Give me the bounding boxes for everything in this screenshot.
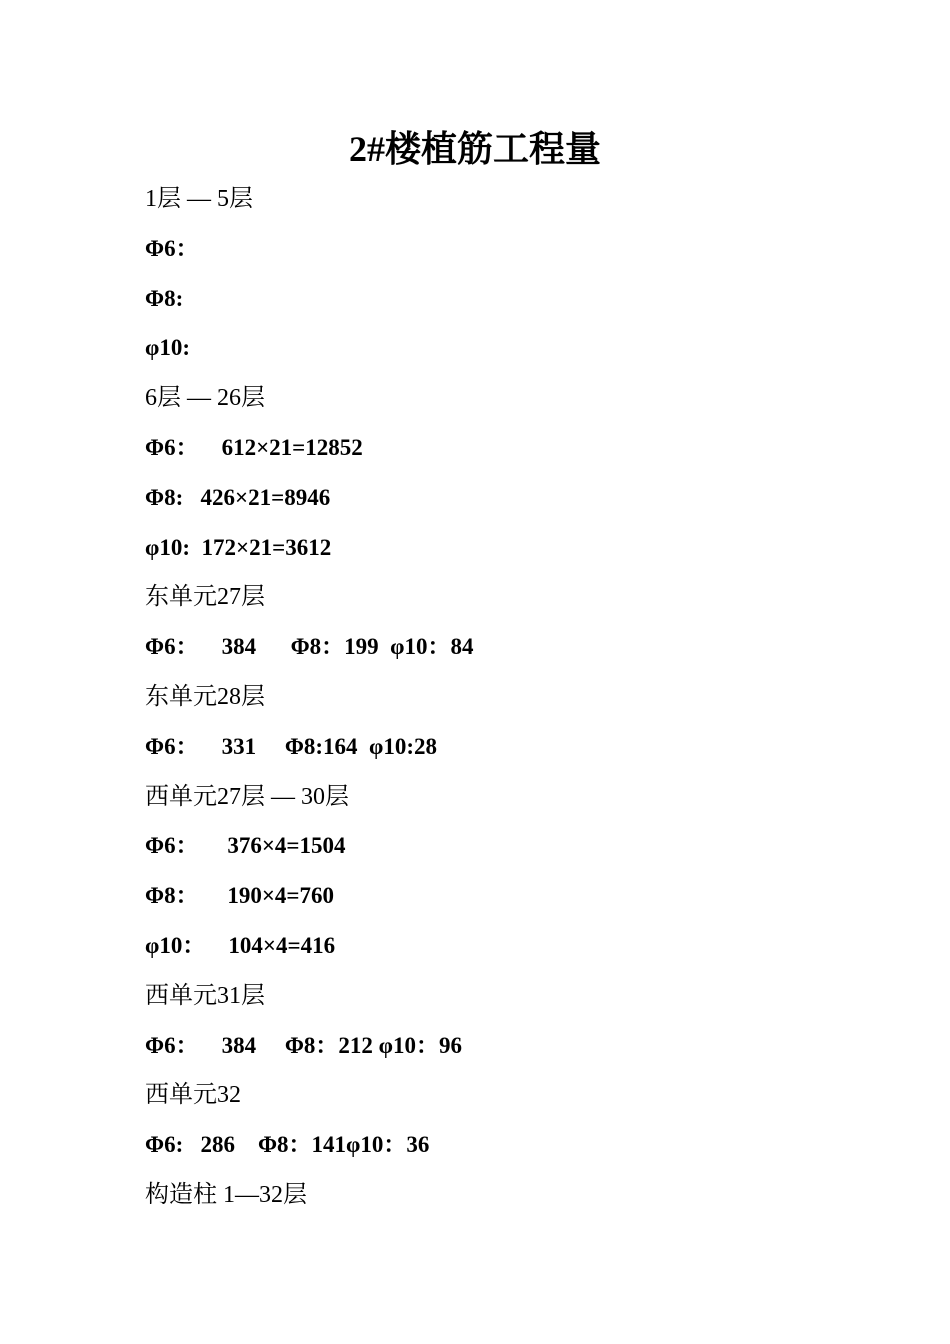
rebar-line: Φ8: 426×21=8946 [145, 484, 331, 510]
rebar-line: Φ6： 384 Φ8：212 φ10：96 [145, 1032, 462, 1058]
rebar-line: Φ6： [145, 235, 199, 261]
rebar-line: Φ6： 384 Φ8：199 φ10：84 [145, 634, 474, 660]
section-heading: 东单元27层 [145, 584, 265, 611]
document-title: 2#楼植筋工程量 [348, 129, 601, 169]
rebar-line: Φ6： 376×4=1504 [145, 833, 346, 859]
rebar-line: φ10： 104×4=416 [145, 932, 336, 958]
rebar-line: Φ6: 286 Φ8：141φ10：36 [145, 1132, 430, 1158]
rebar-line: Φ6： 612×21=12852 [145, 434, 363, 460]
section-heading: 西单元31层 [145, 982, 265, 1009]
quantity-list [145, 174, 905, 1220]
section-heading: 6层 — 26层 [145, 385, 265, 412]
section-heading: 东单元28层 [145, 683, 265, 710]
rebar-line: Φ8： 190×4=760 [145, 883, 335, 909]
rebar-line: Φ6： 331 Φ8:164 φ10:28 [145, 733, 438, 759]
section-heading: 1层 — 5层 [145, 186, 253, 212]
section-heading: 西单元27层 — 30层 [145, 783, 349, 810]
rebar-line: Φ8: [145, 285, 184, 311]
section-heading: 西单元32 [145, 1082, 241, 1109]
rebar-line: φ10: [145, 335, 191, 361]
rebar-line: φ10: 172×21=3612 [145, 534, 332, 560]
section-heading: 构造柱 1—32层 [145, 1181, 307, 1208]
